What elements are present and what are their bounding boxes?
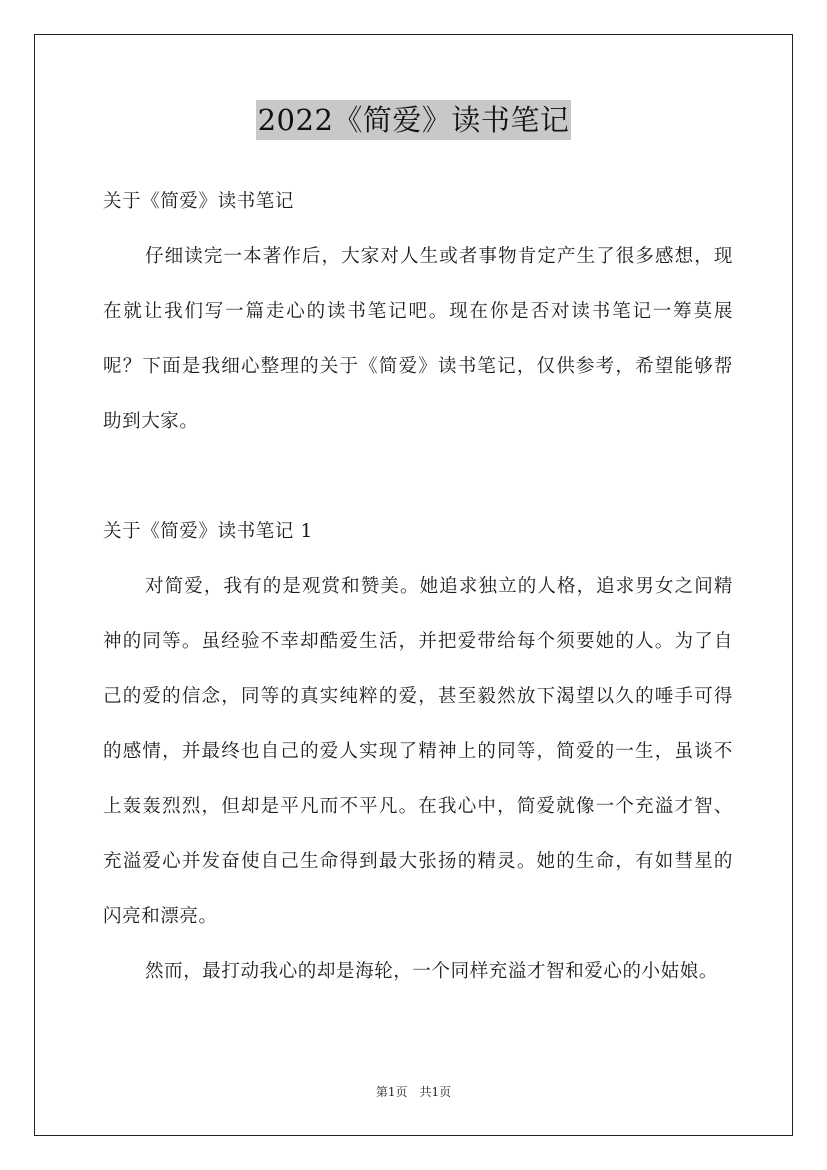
document-title-wrapper xyxy=(0,100,827,140)
page-footer xyxy=(0,1083,827,1100)
document-body xyxy=(103,174,733,999)
section-spacer xyxy=(103,449,733,504)
section-1-paragraph-1: 对简爱，我有的是观赏和赞美。她追求独立的人格，追求男女之间精神的同等。虽经验不幸却酷爱生活，并把爱带给每个须要她的人。为了自己的爱的信念，同等的真实纯粹的爱，甚至毅然放下渴望以久的唾手可得的感情，并最终也自己的爱人实现了精神上的同等，简爱的一生，虽谈不上轰轰烈烈，但却是平凡而不平凡。在我心中，简爱就像一个充溢才智、充溢爱心并发奋使自己生命得到最大张扬的精灵。她的生命，有如彗星的闪亮和漂亮。 xyxy=(103,576,733,927)
heading-intro: 关于《简爱》读书笔记 xyxy=(103,191,295,212)
heading-section-1: 关于《简爱》读书笔记 1 xyxy=(103,521,313,542)
page-number: 第1页 共1页 xyxy=(375,1085,452,1099)
document-title: 2022《简爱》读书笔记 xyxy=(256,100,572,140)
intro-paragraph: 仔细读完一本著作后，大家对人生或者事物肯定产生了很多感想，现在就让我们写一篇走心的读书笔记吧。现在你是否对读书笔记一筹莫展呢？下面是我细心整理的关于《简爱》读书笔记，仅供参考，希望能够帮助到大家。 xyxy=(103,246,733,432)
section-1-paragraph-2: 然而，最打动我心的却是海轮，一个同样充溢才智和爱心的小姑娘。 xyxy=(145,961,719,982)
